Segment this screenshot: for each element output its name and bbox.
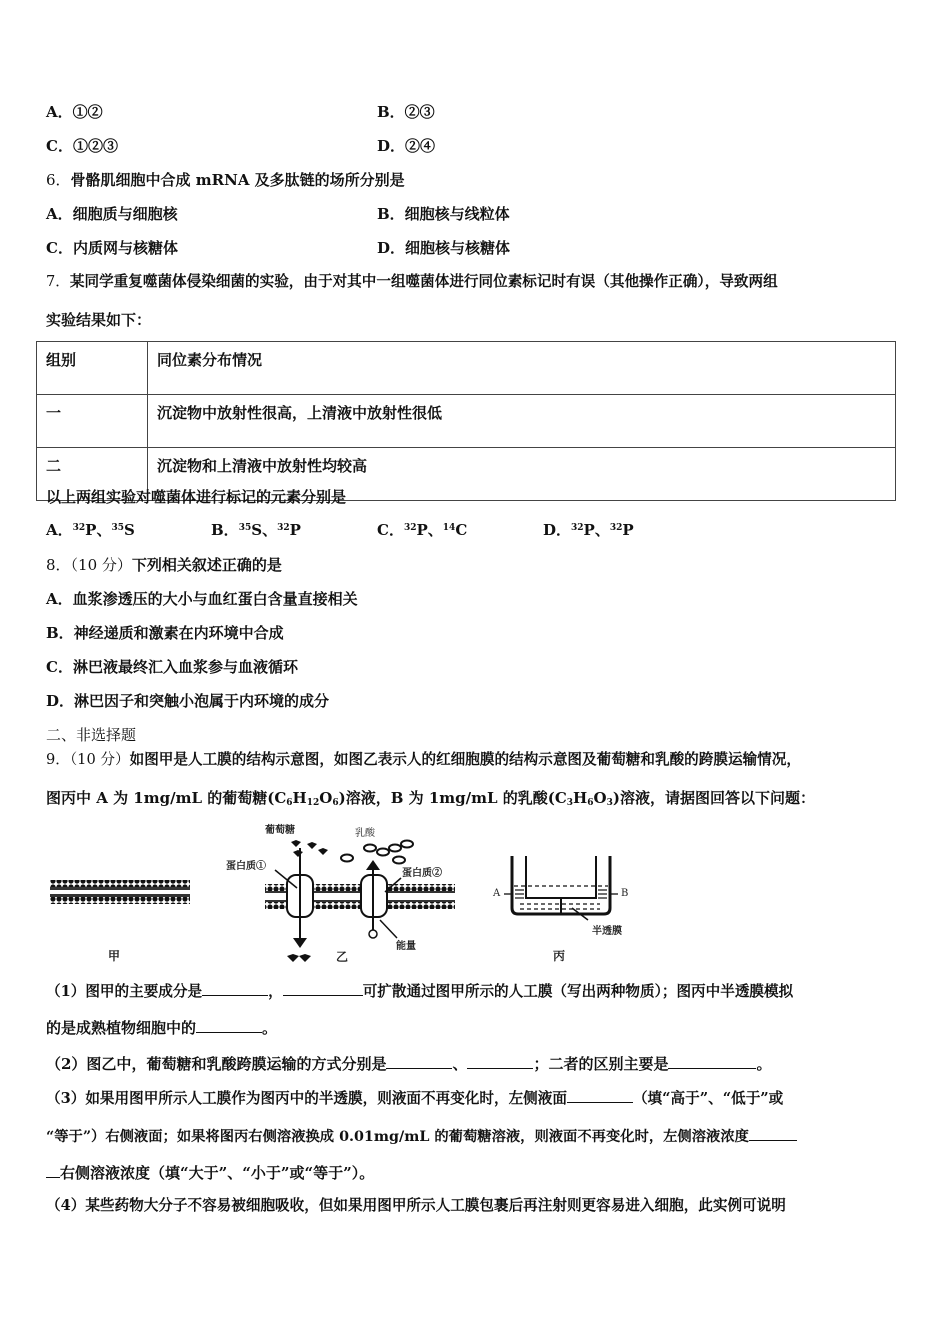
q7-option-d: D．$^{32}$P、$^{32}$P [543,521,634,539]
figure-yi-protein2-label: 蛋白质② [402,868,442,879]
figure-jia-membrane [50,878,190,908]
q8-stem [46,555,282,575]
figure-bing-u-tube [500,852,630,922]
q6-option-a: A．细胞质与细胞核 [46,205,178,223]
q7-option-c: C．$^{32}$P、$^{14}$C [377,521,468,539]
table-cell-distribution: 沉淀物和上清液中放射性均较高 [148,448,896,501]
q9-sub3-line2: “等于”）右侧液面；如果将图丙右侧溶液换成 0.01mg/mL 的葡萄糖溶液，则液面不再变化时，左侧溶液浓度 [46,1125,797,1147]
q7-stem-line2: 实验结果如下： [46,311,152,329]
u-tube-icon [500,852,630,922]
q5-option-a: A．①② [46,103,103,121]
q6-option-b: B．细胞核与线粒体 [377,205,510,223]
q7-results-table [36,341,896,501]
table-header-row [37,342,896,395]
q9-sub3-line3: 右侧溶液浓度（填“大于”、“小于”或“等于”）。 [46,1162,374,1183]
figure-bing-membrane-label: 半透膜 [592,926,622,937]
q8-option-d: D．淋巴因子和突触小泡属于内环境的成分 [46,692,330,710]
figure-bing-a-label: A [493,888,501,899]
answer-blank[interactable] [567,1087,633,1103]
q6-stem [46,170,405,190]
q9-score: （10 分） [69,751,130,768]
section-title: 二、非选择题 [46,726,137,744]
q6-option-d: D．细胞核与核糖体 [377,239,511,257]
answer-blank[interactable] [749,1125,797,1141]
figure-yi-lactic-label: 乳酸 [355,828,375,839]
q5-option-d: D．②④ [377,137,436,155]
table-header-distribution: 同位素分布情况 [148,342,896,395]
q7-option-b: B．$^{35}$S、$^{32}$P [211,521,301,539]
table-row [37,395,896,448]
q5-option-c: C．①②③ [46,137,118,155]
answer-blank-continued[interactable] [46,1162,60,1178]
q9-number: 9． [46,751,70,768]
q8-option-c: C．淋巴液最终汇入血浆参与血液循环 [46,658,298,676]
q8-number: 8． [46,556,71,574]
table-cell-group: 一 [37,395,148,448]
figure-yi-glucose-label: 葡萄糖 [265,825,295,836]
q9-sub4-line1: （4）某些药物大分子不容易被细胞吸收，但如果用图甲所示人工膜包裹后再注射则更容易进入细胞，此实例可说明 [46,1197,786,1214]
figure-bing-b-label: B [621,888,629,899]
figure-yi-caption: 乙 [336,950,349,964]
q9-stem-line1 [46,750,801,770]
answer-blank[interactable] [283,980,363,996]
figure-yi-protein1-label: 蛋白质① [226,861,266,872]
q7-stem-line1 [46,272,778,292]
answer-blank[interactable] [196,1017,262,1033]
table-cell-group: 二 [37,448,148,501]
figure-jia-caption: 甲 [108,949,121,963]
q8-option-a: A．血浆渗透压的大小与血红蛋白含量直接相关 [46,590,358,608]
q7-option-a: A．$^{32}$P、$^{35}$S [46,521,135,539]
q5-option-b: B．②③ [377,103,435,121]
answer-blank[interactable] [202,980,268,996]
q8-option-b: B．神经递质和激素在内环境中合成 [46,624,284,642]
q9-stem-line2: 图丙中 A 为 1mg/mL 的葡萄糖$(C_6H_{12}O_6)$溶液，B 为 1mg/mL 的乳酸$(C_3H_6O_3)$溶液，请据图回答以下问题： [46,789,815,808]
q9-sub3-line1: （3）如果用图甲所示人工膜作为图丙中的半透膜，则液面不再变化时，左侧液面 （填“高于”、“低于”或 [46,1087,783,1109]
figure-yi-energy-label: 能量 [396,941,416,952]
answer-blank[interactable] [668,1053,756,1069]
q6-number: 6． [46,171,71,189]
q8-score: （10 分） [70,556,132,574]
answer-blank[interactable] [467,1053,533,1069]
table-cell-distribution: 沉淀物中放射性很高，上清液中放射性很低 [148,395,896,448]
q7-question: 以上两组实验对噬菌体进行标记的元素分别是 [46,488,347,506]
q6-option-c: C．内质网与核糖体 [46,239,178,257]
q9-stem-text: 如图甲是人工膜的结构示意图，如图乙表示人的红细胞膜的结构示意图及葡萄糖和乳酸的跨膜运输情况， [129,751,801,768]
answer-blank[interactable] [386,1053,452,1069]
q9-sub1-line2: 的是成熟植物细胞中的 。 [46,1019,278,1037]
lipid-bilayer-icon [50,878,190,908]
q9-sub1-line1: （1）图甲的主要成分是 ， 可扩散通过图甲所示的人工膜（写出两种物质）；图丙中半透膜模拟 [46,980,793,1002]
figure-bing-caption: 丙 [553,949,566,963]
table-header-group: 组别 [37,342,148,395]
q8-stem-text: 下列相关叙述正确的是 [131,556,282,574]
q6-stem-text: 骨骼肌细胞中合成 mRNA 及多肽链的场所分别是 [70,171,405,189]
q7-stem-text: 某同学重复噬菌体侵染细菌的实验，由于对其中一组噬菌体进行同位素标记时有误（其他操作正确），导致两组 [69,273,778,290]
q7-number: 7． [46,273,70,290]
q9-sub2: （2）图乙中，葡萄糖和乳酸跨膜运输的方式分别是 、 ；二者的区别主要是 。 [46,1055,772,1073]
